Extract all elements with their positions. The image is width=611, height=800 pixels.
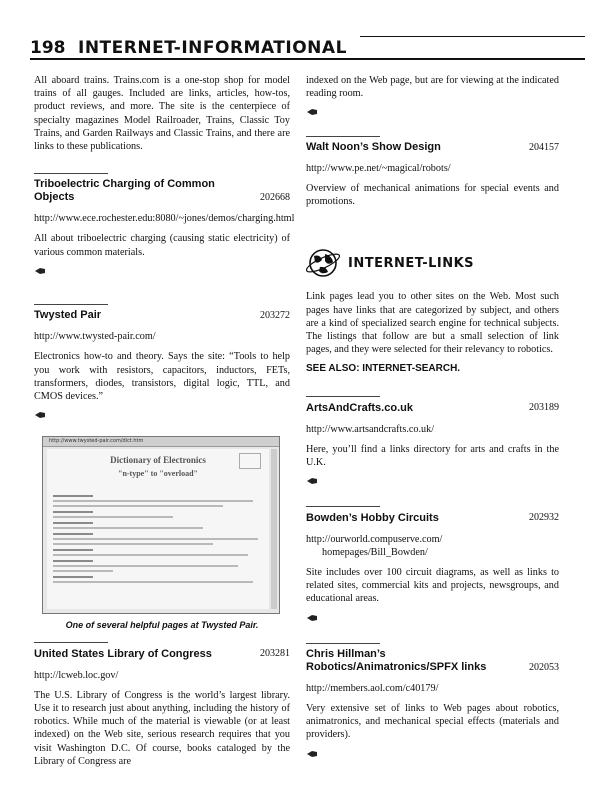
dictionary-title: Dictionary of Electronics: [110, 455, 206, 466]
right-column: [306, 74, 559, 769]
browser-content: [47, 449, 269, 609]
entry-name: Bowden’s Hobby Circuits: [306, 511, 439, 524]
site-logo: [239, 453, 261, 469]
entry-name: Triboelectric Charging of Common Objects: [34, 178, 215, 204]
pointer-hand-icon: [306, 107, 318, 117]
entry-code: 204157: [529, 141, 559, 153]
entry-description: The U.S. Library of Congress is the world’s largest library. Use it to research just about anything, including the history of robotics. While much of the material is viewable (or at least indexed) on the Web site, serious research requires that you visit Washington D.C. Of course, books cataloged by the Library of Congress are: [34, 689, 290, 767]
entry-separator: [34, 173, 108, 174]
entry-separator: [306, 643, 380, 644]
dictionary-text: [53, 491, 263, 586]
entry-name: United States Library of Congress: [34, 647, 212, 660]
header-rule: [30, 58, 585, 60]
pointer-hand-icon: [306, 749, 318, 759]
entry-code: 203189: [529, 402, 559, 414]
section-heading: [306, 246, 559, 280]
entry-separator: [306, 136, 380, 137]
browser-address-bar: http://www.twysted-pair.com/dict.htm: [43, 437, 279, 447]
entry-separator: [306, 396, 380, 397]
entry-twysted-pair: [34, 304, 290, 430]
entry-description: Overview of mechanical animations for special events and promotions.: [306, 183, 559, 208]
chapter-title: INTERNET-INFORMATIONAL: [78, 38, 347, 58]
entry-url[interactable]: http://www.ece.rochester.edu:8080/~jones/demos/charging.html: [34, 213, 295, 225]
entry-code: 202932: [529, 512, 559, 524]
entry-description: Site includes over 100 circuit diagrams, as well as links to related sites, commercial kits and projects, newsgroups, and educational areas.: [306, 567, 559, 605]
entry-url[interactable]: http://ourworld.compuserve.com/: [306, 533, 443, 545]
entry-url[interactable]: http://www.artsandcrafts.co.uk/: [306, 423, 435, 435]
entry-name: ArtsAndCrafts.co.uk: [306, 401, 413, 414]
entry-separator: [306, 506, 380, 507]
entry-url[interactable]: http://members.aol.com/c40179/: [306, 682, 439, 694]
page-header: [30, 36, 585, 60]
entry-chris-hillman: [306, 643, 559, 769]
entry-url[interactable]: http://www.twysted-pair.com/: [34, 331, 156, 343]
entry-bowden: [306, 506, 559, 632]
figure-caption: One of several helpful pages at Twysted Pair.: [65, 620, 259, 631]
entry-library-of-congress: [34, 642, 290, 768]
pointer-hand-icon: [34, 410, 46, 420]
entry-walt-noon: [306, 136, 559, 209]
entry-code: 203281: [260, 648, 290, 660]
entry-name: Walt Noon’s Show Design: [306, 140, 441, 153]
globe-icon: [306, 246, 342, 280]
page-number: 198: [30, 38, 66, 58]
left-column: [34, 74, 295, 775]
entry-separator: [34, 304, 108, 305]
entry-description: Here, you’ll find a links directory for arts and crafts in the U.K.: [306, 443, 559, 469]
dictionary-screenshot: [42, 436, 280, 614]
entry-url[interactable]: http://www.pe.net/~magical/robots/: [306, 162, 451, 174]
browser-scrollbar[interactable]: [271, 449, 277, 609]
entry-code: 202668: [260, 192, 290, 204]
pointer-hand-icon: [306, 613, 318, 623]
entry-code: 203272: [260, 310, 290, 322]
trains-description: All aboard trains. Trains.com is a one-stop shop for model trains of all gauges. Included are links, articles, how-tos, product reviews, and more. The site is the centerpiece of specialty magazines Model Railroader, Trains, Classic Toy Trains, and Garden Railways and Classic Trains, and there are links to these publications.: [34, 75, 290, 153]
section-title: INTERNET-LINKS: [348, 255, 475, 271]
entry-code: 202053: [529, 661, 559, 673]
entry-arts-and-crafts: [306, 396, 559, 496]
entry-url[interactable]: http://lcweb.loc.gov/: [34, 669, 119, 681]
pointer-hand-icon: [306, 476, 318, 486]
pointer-hand-icon: [34, 266, 46, 276]
dictionary-range: "n-type" to "overload": [118, 469, 198, 479]
entry-description: Very extensive set of links to Web pages about robotics, animatronics, and mechanical special effects (materials and providers).: [306, 703, 559, 741]
header-top-rule: [360, 36, 585, 37]
entry-separator: [34, 642, 108, 643]
entry-name: Twysted Pair: [34, 309, 102, 322]
entry-name: Chris Hillman’s Robotics/Animatronics/SPFX links: [306, 647, 487, 673]
see-also: SEE ALSO: INTERNET-SEARCH.: [306, 363, 461, 375]
library-continuation: indexed on the Web page, but are for viewing at the indicated reading room.: [306, 75, 559, 100]
section-intro: Link pages lead you to other sites on the Web. Most such pages have links that are categorized by subject, and others are a kind of specialized search engine for technical subjects. The listings that follow are but a small selection of link pages, and they were selected for their relevancy to robotics.: [306, 291, 559, 356]
entry-description: Electronics how-to and theory. Says the site: “Tools to help you work with resistors, capacitors, inductors, FETs, transformers, diodes, transistors, digital logic, TTL, and CMOS devices.”: [34, 351, 290, 403]
entry-description: All about triboelectric charging (causing static electricity) of various common materials.: [34, 233, 290, 258]
entry-url-continued[interactable]: homepages/Bill_Bowden/: [322, 546, 428, 558]
entry-triboelectric: [34, 173, 295, 286]
